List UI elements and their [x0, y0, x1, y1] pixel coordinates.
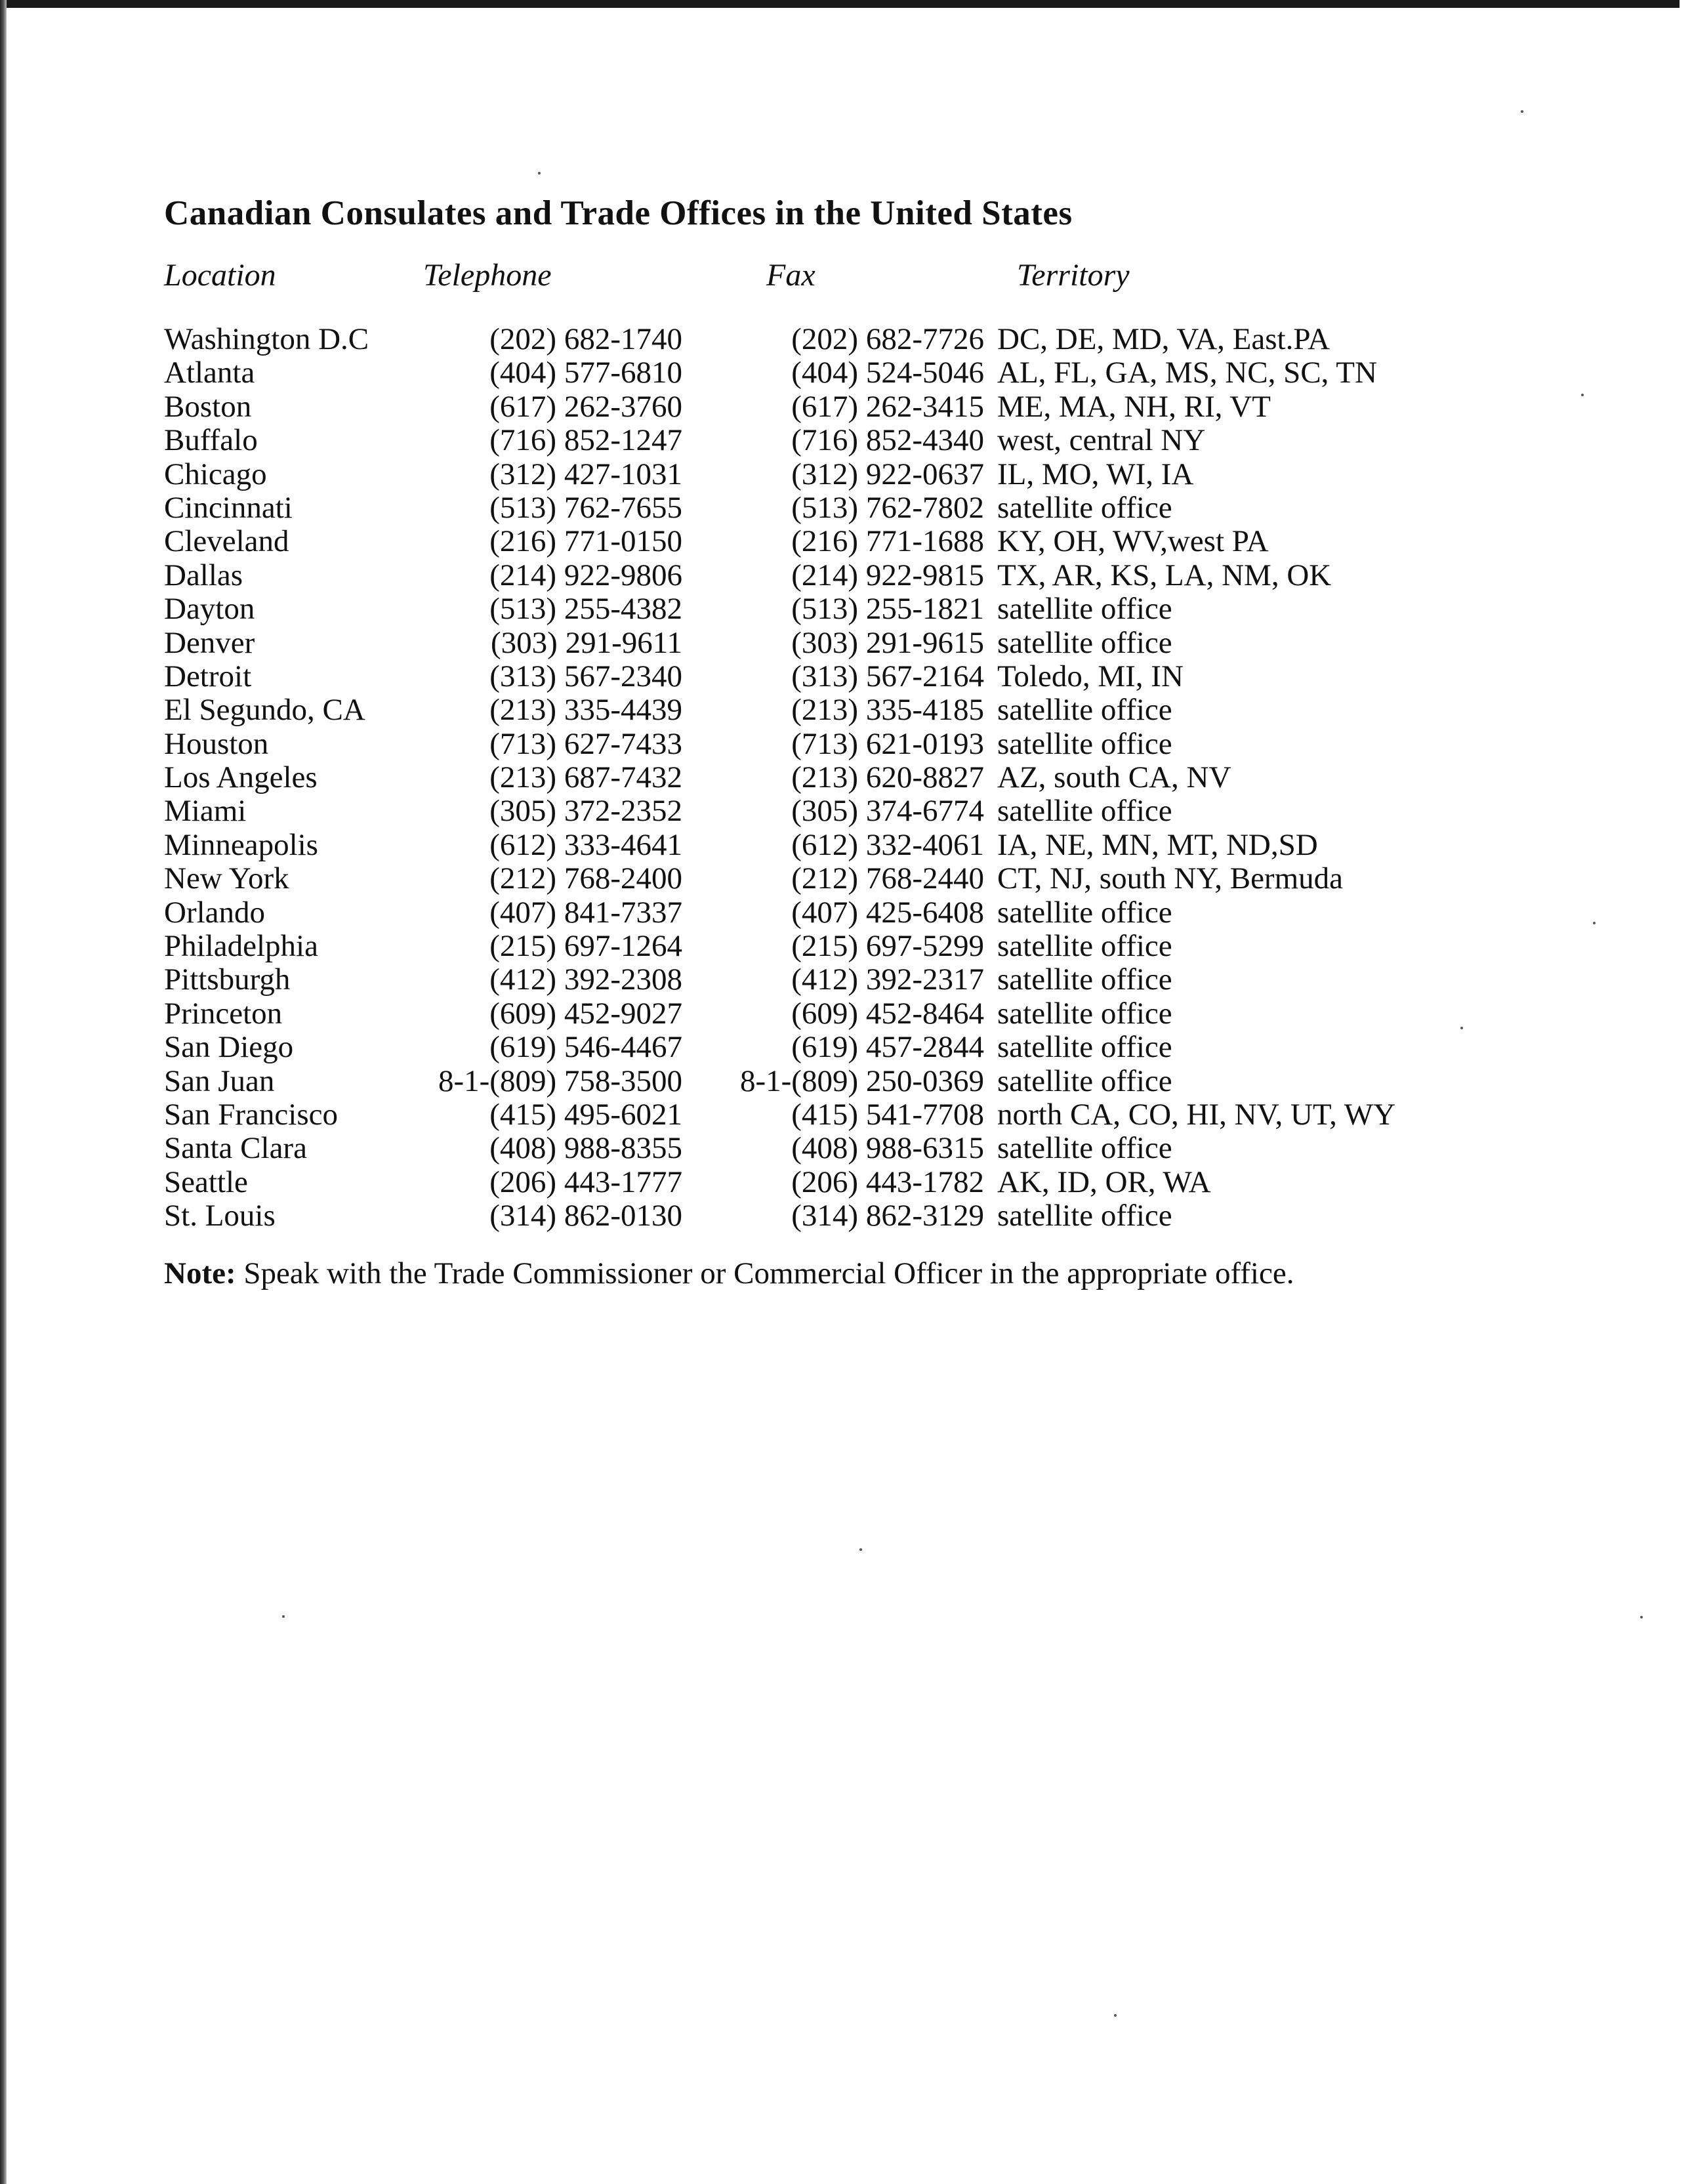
telephone-cell: (216) 771-0150: [489, 524, 682, 559]
fax-cell: (312) 922-0637: [791, 457, 984, 491]
territory-cell: AK, ID, OR, WA: [997, 1164, 1211, 1199]
table-row: [164, 1132, 1542, 1165]
scan-border-left: [0, 0, 7, 2184]
location-cell: Houston: [164, 726, 269, 761]
scan-speck: [1521, 110, 1523, 113]
territory-cell: KY, OH, WV,west PA: [997, 524, 1269, 559]
fax-cell: (212) 768-2440: [791, 861, 984, 896]
column-header-telephone: Telephone: [423, 258, 552, 293]
note: [164, 1256, 1542, 1291]
scan-speck: [282, 1615, 285, 1618]
telephone-cell: (619) 546-4467: [489, 1030, 682, 1065]
table-row: [164, 761, 1542, 794]
scan-speck: [1593, 922, 1596, 924]
territory-cell: Toledo, MI, IN: [997, 659, 1184, 693]
table-row: [164, 491, 1542, 525]
territory-cell: satellite office: [997, 929, 1172, 964]
table-row: [164, 728, 1542, 761]
territory-cell: satellite office: [997, 592, 1172, 627]
column-header-fax: Fax: [766, 258, 815, 293]
table-row: [164, 559, 1542, 592]
location-cell: Seattle: [164, 1164, 248, 1199]
telephone-cell: (214) 922-9806: [489, 558, 682, 592]
table-row: [164, 829, 1542, 862]
telephone-cell: (202) 682-1740: [489, 322, 682, 356]
telephone-cell: (215) 697-1264: [489, 929, 682, 964]
location-cell: Minneapolis: [164, 827, 318, 862]
fax-cell: (408) 988-6315: [791, 1131, 984, 1166]
territory-cell: AZ, south CA, NV: [997, 760, 1231, 795]
table-header: [164, 257, 1542, 297]
table-row: [164, 794, 1542, 828]
territory-cell: ME, MA, NH, RI, VT: [997, 389, 1271, 424]
table-row: [164, 1199, 1542, 1233]
note-label: Note:: [164, 1256, 236, 1290]
territory-cell: satellite office: [997, 1063, 1172, 1098]
fax-cell: (313) 567-2164: [791, 659, 984, 693]
fax-cell: (407) 425-6408: [791, 895, 984, 930]
table-row: [164, 896, 1542, 930]
table-row: [164, 862, 1542, 896]
location-cell: Washington D.C: [164, 322, 369, 356]
fax-cell: (619) 457-2844: [791, 1030, 984, 1065]
document-page: [164, 190, 1542, 1291]
telephone-cell: (213) 335-4439: [489, 693, 682, 728]
table-row: [164, 525, 1542, 558]
territory-cell: TX, AR, KS, LA, NM, OK: [997, 558, 1332, 592]
location-cell: Chicago: [164, 457, 267, 491]
fax-cell: (617) 262-3415: [791, 389, 984, 424]
note-text: Speak with the Trade Commissioner or Commercial Officer in the appropriate office.: [243, 1256, 1294, 1290]
telephone-cell: (313) 567-2340: [489, 659, 682, 693]
location-cell: Denver: [164, 625, 255, 660]
location-cell: Boston: [164, 389, 252, 424]
location-cell: Philadelphia: [164, 929, 318, 964]
location-cell: El Segundo, CA: [164, 693, 365, 728]
telephone-cell: (513) 255-4382: [489, 592, 682, 627]
territory-cell: satellite office: [997, 726, 1172, 761]
territory-cell: satellite office: [997, 1030, 1172, 1065]
territory-cell: satellite office: [997, 693, 1172, 728]
fax-cell: (713) 621-0193: [791, 726, 984, 761]
fax-cell: (216) 771-1688: [791, 524, 984, 559]
telephone-cell: (713) 627-7433: [489, 726, 682, 761]
territory-cell: IA, NE, MN, MT, ND,SD: [997, 827, 1318, 862]
table-row: [164, 1065, 1542, 1098]
location-cell: New York: [164, 861, 289, 896]
telephone-cell: (305) 372-2352: [489, 794, 682, 829]
location-cell: Los Angeles: [164, 760, 318, 795]
table-row: [164, 390, 1542, 424]
table-row: [164, 963, 1542, 997]
fax-cell: (513) 255-1821: [791, 592, 984, 627]
location-cell: Dallas: [164, 558, 243, 592]
location-cell: Cincinnati: [164, 490, 293, 525]
scan-speck: [1114, 2014, 1117, 2017]
table-row: [164, 693, 1542, 727]
location-cell: Princeton: [164, 996, 283, 1031]
location-cell: San Diego: [164, 1030, 294, 1065]
location-cell: Atlanta: [164, 356, 255, 390]
fax-cell: (612) 332-4061: [791, 827, 984, 862]
telephone-cell: (312) 427-1031: [489, 457, 682, 491]
scan-speck: [538, 172, 541, 175]
table-row: [164, 1166, 1542, 1199]
telephone-cell: (213) 687-7432: [489, 760, 682, 795]
fax-cell: (213) 620-8827: [791, 760, 984, 795]
fax-cell: (716) 852-4340: [791, 423, 984, 458]
territory-cell: DC, DE, MD, VA, East.PA: [997, 322, 1331, 356]
territory-cell: AL, FL, GA, MS, NC, SC, TN: [997, 356, 1377, 390]
territory-cell: satellite office: [997, 794, 1172, 829]
telephone-cell: (716) 852-1247: [489, 423, 682, 458]
table-row: [164, 1098, 1542, 1132]
table-row: [164, 592, 1542, 626]
fax-cell: (609) 452-8464: [791, 996, 984, 1031]
territory-cell: north CA, CO, HI, NV, UT, WY: [997, 1097, 1396, 1132]
telephone-cell: (617) 262-3760: [489, 389, 682, 424]
fax-cell: (213) 335-4185: [791, 693, 984, 728]
fax-cell: (206) 443-1782: [791, 1164, 984, 1199]
telephone-cell: (314) 862-0130: [489, 1199, 682, 1233]
scan-border-top: [0, 0, 1680, 8]
territory-cell: satellite office: [997, 895, 1172, 930]
territory-cell: satellite office: [997, 490, 1172, 525]
telephone-cell: (407) 841-7337: [489, 895, 682, 930]
fax-cell: (412) 392-2317: [791, 962, 984, 997]
fax-cell: (214) 922-9815: [791, 558, 984, 592]
telephone-cell: (212) 768-2400: [489, 861, 682, 896]
table-row: [164, 930, 1542, 963]
telephone-cell: (513) 762-7655: [489, 490, 682, 525]
fax-cell: (415) 541-7708: [791, 1097, 984, 1132]
territory-cell: satellite office: [997, 962, 1172, 997]
scan-speck: [1640, 1616, 1643, 1618]
territory-cell: satellite office: [997, 1131, 1172, 1166]
location-cell: Cleveland: [164, 524, 289, 559]
territory-cell: satellite office: [997, 996, 1172, 1031]
telephone-cell: (206) 443-1777: [489, 1164, 682, 1199]
table-row: [164, 1031, 1542, 1064]
column-header-location: Location: [164, 258, 276, 293]
table-row: [164, 660, 1542, 693]
fax-cell: (215) 697-5299: [791, 929, 984, 964]
fax-cell: (404) 524-5046: [791, 356, 984, 390]
location-cell: San Francisco: [164, 1097, 338, 1132]
column-header-territory: Territory: [1017, 258, 1130, 293]
table-row: [164, 356, 1542, 390]
location-cell: Buffalo: [164, 423, 258, 458]
territory-cell: west, central NY: [997, 423, 1206, 458]
territory-cell: satellite office: [997, 625, 1172, 660]
telephone-cell: (303) 291-9611: [491, 625, 682, 660]
fax-cell: (303) 291-9615: [791, 625, 984, 660]
telephone-cell: (609) 452-9027: [489, 996, 682, 1031]
fax-cell: (314) 862-3129: [791, 1199, 984, 1233]
table-row: [164, 323, 1542, 356]
location-cell: Orlando: [164, 895, 266, 930]
telephone-cell: (612) 333-4641: [489, 827, 682, 862]
territory-cell: satellite office: [997, 1199, 1172, 1233]
fax-cell: (305) 374-6774: [791, 794, 984, 829]
territory-cell: CT, NJ, south NY, Bermuda: [997, 861, 1344, 896]
location-cell: Pittsburgh: [164, 962, 291, 997]
location-cell: Santa Clara: [164, 1131, 307, 1166]
location-cell: San Juan: [164, 1063, 275, 1098]
scan-speck: [1581, 394, 1584, 396]
table-row: [164, 627, 1542, 660]
fax-cell: (513) 762-7802: [791, 490, 984, 525]
telephone-cell: 8-1-(809) 758-3500: [438, 1063, 682, 1098]
telephone-cell: (404) 577-6810: [489, 356, 682, 390]
telephone-cell: (408) 988-8355: [489, 1131, 682, 1166]
scan-speck: [859, 1548, 862, 1551]
territory-cell: IL, MO, WI, IA: [997, 457, 1194, 491]
location-cell: Detroit: [164, 659, 252, 693]
location-cell: Miami: [164, 794, 247, 829]
fax-cell: (202) 682-7726: [791, 322, 984, 356]
telephone-cell: (412) 392-2308: [489, 962, 682, 997]
location-cell: St. Louis: [164, 1199, 276, 1233]
location-cell: Dayton: [164, 592, 255, 627]
document-title: Canadian Consulates and Trade Offices in the United States: [164, 194, 1073, 232]
table-row: [164, 997, 1542, 1031]
offices-table: [164, 323, 1542, 1233]
telephone-cell: (415) 495-6021: [489, 1097, 682, 1132]
table-row: [164, 424, 1542, 457]
table-row: [164, 458, 1542, 491]
fax-cell: 8-1-(809) 250-0369: [739, 1063, 984, 1098]
